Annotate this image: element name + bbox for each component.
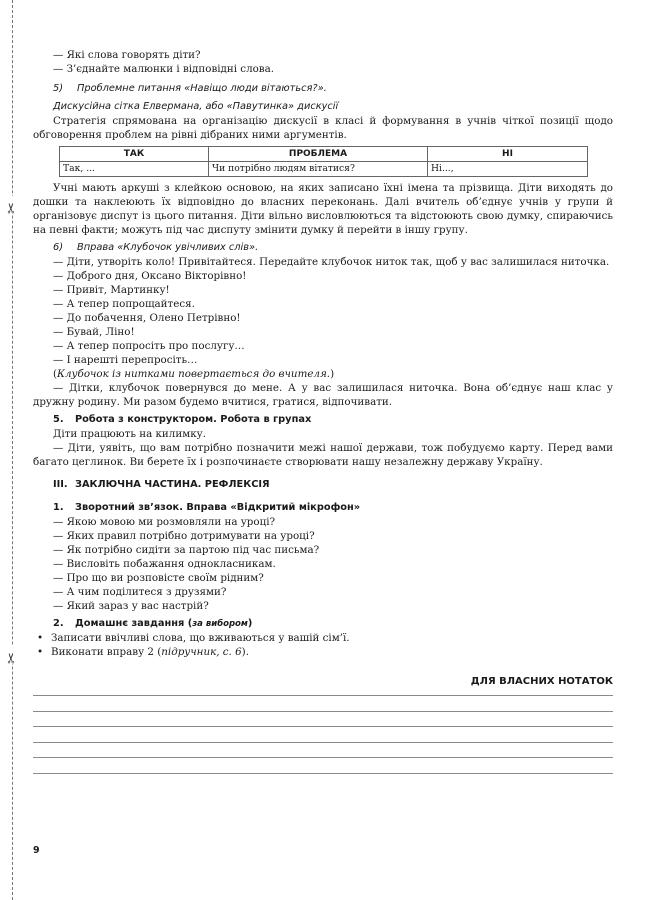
table-header: ПРОБЛЕМА: [209, 147, 428, 162]
homework-item: • Записати ввічливі слова, що вживаються у вашій сім’ї.: [37, 632, 350, 644]
stage-direction: (Клубочок із нитками повертається до вчителя.): [53, 368, 335, 380]
section-6-intro: — Діти, утворіть коло! Привітайтеся. Передайте клубочок ниток так, щоб у вас залишилася ниточка.: [53, 256, 610, 268]
question-line: — Який зараз у вас настрій?: [53, 600, 209, 612]
homework-heading: 2. Домашнє завдання (за вибором): [53, 618, 253, 629]
discussion-text: Стратегія спрямована на організацію дискусії в класі й формування в учнів чіткої позиції щодо обговорення проблем на рівні дібраних ними аргументів.: [33, 115, 613, 141]
note-line: [33, 726, 613, 727]
dialog-line: — І нарешті перепросіть…: [53, 354, 198, 366]
table-cell: Чи потрібно людям вітатися?: [209, 162, 428, 177]
question-line: — Висловіть побажання однокласникам.: [53, 558, 276, 570]
dialog-line: — Бувай, Ліно!: [53, 326, 135, 338]
dialog-line: — З’єднайте малюнки і відповідні слова.: [53, 63, 275, 75]
bullet-icon: •: [37, 646, 44, 658]
note-line: [33, 773, 613, 774]
notes-title: ДЛЯ ВЛАСНИХ НОТАТОК: [470, 676, 613, 687]
note-line: [33, 742, 613, 743]
discussion-heading: Дискусійна сітка Елвермана, або «Павутинка» дискусії: [53, 101, 339, 112]
dialog-line: — А тепер попрощайтеся.: [53, 298, 195, 310]
discussion-table: [59, 146, 588, 177]
note-line: [33, 695, 613, 696]
table-header: ТАК: [60, 147, 209, 162]
task-5-heading: 5. Робота з конструктором. Робота в групах: [53, 414, 312, 425]
note-line: [33, 757, 613, 758]
feedback-heading: 1. Зворотний зв’язок. Вправа «Відкритий мікрофон»: [53, 502, 361, 513]
page-number: 9: [33, 845, 40, 856]
section-5-heading: 5) Проблемне питання «Навіщо люди вітаються?».: [53, 83, 327, 94]
question-line: — Як потрібно сидіти за партою під час письма?: [53, 544, 320, 556]
section-6-closing: — Дітки, клубочок повернувся до мене. А у вас залишилася ниточка. Вона об’єднує наш клас у дружну родину. Ми разом будемо вчитися, гратися, відпочивати.: [33, 382, 613, 408]
scissors-icon: ✂: [5, 196, 19, 214]
question-line: — Яких правил потрібно дотримувати на уроці?: [53, 530, 315, 542]
task-5-line: Діти працюють на килимку.: [53, 428, 206, 440]
dialog-line: — А тепер попросіть про послугу…: [53, 340, 245, 352]
table-cell: Ні...,: [428, 162, 588, 177]
scissors-icon: ✂: [5, 646, 19, 664]
homework-item: • Виконати вправу 2 (підручник, с. 6).: [37, 646, 249, 658]
dialog-line: — До побачення, Олено Петрівно!: [53, 312, 241, 324]
part-3-heading: III. ЗАКЛЮЧНА ЧАСТИНА. РЕФЛЕКСІЯ: [53, 479, 270, 490]
dialog-line: — Привіт, Мартинку!: [53, 284, 170, 296]
table-header: НІ: [428, 147, 588, 162]
section-6-heading: 6) Вправа «Клубочок увічливих слів».: [53, 242, 259, 253]
dialog-line: — Доброго дня, Оксано Вікторівно!: [53, 270, 247, 282]
question-line: — Про що ви розповісте своїм рідним?: [53, 572, 264, 584]
cut-line: [12, 0, 13, 900]
note-line: [33, 711, 613, 712]
dialog-line: — Які слова говорять діти?: [53, 49, 201, 61]
page-content: [33, 48, 613, 774]
table-cell: Так, ...: [60, 162, 209, 177]
question-line: — Якою мовою ми розмовляли на уроці?: [53, 516, 276, 528]
task-5-text: — Діти, уявіть, що вам потрібно позначити межі нашої держави, тож побудуємо карту. Перед вами багато цеглинок. Ви берете їх і розпочинаєте створювати нашу незалежну державу Україну.: [33, 442, 613, 468]
table-row: [60, 162, 588, 177]
bullet-icon: •: [37, 632, 44, 644]
question-line: — А чим поділитеся з друзями?: [53, 586, 227, 598]
discussion-procedure: Учні мають аркуші з клейкою основою, на яких записано їхні імена та прізвища. Діти виходять до дошки та наклеюють їх відповідно до власних переконань. Далі вчитель об’єднує учнів у групи й організовує диспут із цього питання. Діти вільно висловлюються та відстоюють свою думку, спираючись на певні факти; можуть під час диспуту змінити думку й перейти в іншу групу.: [33, 182, 613, 236]
